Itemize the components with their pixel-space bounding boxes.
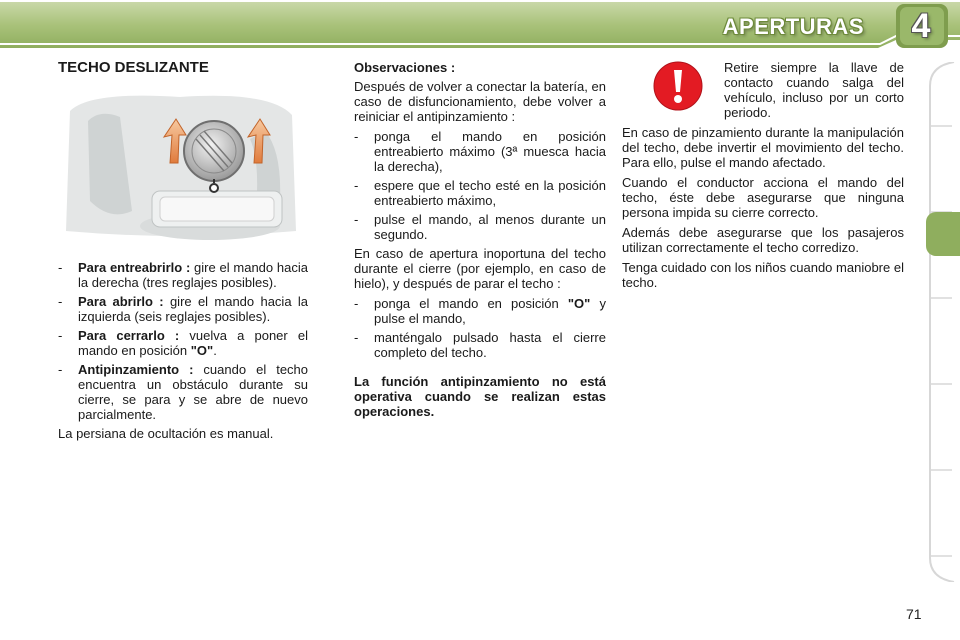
page-number: 71 <box>906 606 922 622</box>
key-removal-warning: Retire siempre la llave de contacto cuando salga del vehículo, incluso por un corto periodo. <box>724 60 904 120</box>
step-text: manténgalo pulsado hasta el cierre completo del techo. <box>374 330 606 360</box>
blind-note: La persiana de ocultación es manual. <box>58 426 274 441</box>
list-item: - Para cerrarlo : vuelva a poner el mando en posición "O". <box>58 328 308 358</box>
list-item: - Para abrirlo : gire el mando hacia la izquierda (seis reglajes posibles). <box>58 294 308 324</box>
warning-block <box>622 60 904 120</box>
closing-intro: En caso de apertura inoportuna del techo durante el cierre (por ejemplo, en caso de hielo), y después de parar el techo : <box>354 246 606 291</box>
item-label: Para abrirlo : <box>78 294 164 309</box>
children-instruction: Tenga cuidado con los niños cuando maniobre el techo. <box>622 260 904 290</box>
position-value: "O" <box>567 296 591 311</box>
step-text: ponga el mando en posición entreabierto máximo (3ª muesca hacia la derecha), <box>374 129 606 174</box>
item-label: Antipinzamiento : <box>78 362 194 377</box>
pinch-instruction: En caso de pinzamiento durante la manipulación del techo, debe invertir el movimiento del techo. Para ello, pulse el mando afectado. <box>622 125 904 170</box>
list-item: - Antipinzamiento : cuando el techo encuentra un obstáculo durante su cierre, se para y se abre de nuevo parcialmente. <box>58 362 309 422</box>
position-value: "O" <box>190 343 214 358</box>
middle-column <box>354 60 606 419</box>
chapter-index-tabs <box>926 62 956 582</box>
item-text: vuelva a poner el mando en posición <box>78 328 308 358</box>
item-label: Para cerrarlo : <box>78 328 180 343</box>
left-column <box>58 60 308 446</box>
right-column <box>622 60 904 295</box>
item-text: gire el mando hacia la izquierda (seis reglajes posibles). <box>78 294 308 324</box>
list-item: - manténgalo pulsado hasta el cierre completo del techo. <box>354 330 606 360</box>
list-item: - espere que el techo esté en la posición entreabierto máximo, <box>354 178 606 208</box>
antipinch-warning: La función antipinzamiento no está operativa cuando se realizan estas operaciones. <box>354 374 606 419</box>
list-item: - ponga el mando en posición entreabierto máximo (3ª muesca hacia la derecha), <box>354 129 606 174</box>
step-text-after: y pulse el mando, <box>374 296 606 326</box>
observations-intro: Después de volver a conectar la batería, en caso de disfuncionamiento, debe volver a reiniciar el antipinzamiento : <box>354 79 606 124</box>
sunroof-control-illustration <box>60 91 300 241</box>
observations-title: Observaciones : <box>354 60 456 75</box>
step-text: espere que el techo esté en la posición entreabierto máximo, <box>374 178 606 208</box>
list-item: - pulse el mando, al menos durante un segundo. <box>354 212 606 242</box>
driver-instruction: Cuando el conductor acciona el mando del techo, éste debe asegurarse que ninguna persona impida su cierre correcto. <box>622 175 904 220</box>
item-text: gire el mando hacia la derecha (tres reglajes posibles). <box>78 260 308 290</box>
active-chapter-tab <box>926 212 960 256</box>
chapter-title: APERTURAS <box>722 14 864 39</box>
item-text: cuando el techo encuentra un obstáculo durante su cierre, se para y se abre de nuevo parcialmente. <box>78 362 309 422</box>
chapter-number: 4 <box>911 7 931 45</box>
section-title: TECHO DESLIZANTE <box>58 59 209 76</box>
passenger-instruction: Además debe asegurarse que los pasajeros utilizan correctamente el techo corredizo. <box>622 225 904 255</box>
item-text-after: . <box>213 343 217 358</box>
item-label: Para entreabrirlo : <box>78 260 191 275</box>
exclamation-warning-icon <box>652 60 704 112</box>
step-text: pulse el mando, al menos durante un segundo. <box>374 212 606 242</box>
list-item: - Para entreabrirlo : gire el mando hacia la derecha (tres reglajes posibles). <box>58 260 308 290</box>
list-item: - ponga el mando en posición "O" y pulse el mando, <box>354 296 606 326</box>
step-text: ponga el mando en posición <box>374 296 568 311</box>
